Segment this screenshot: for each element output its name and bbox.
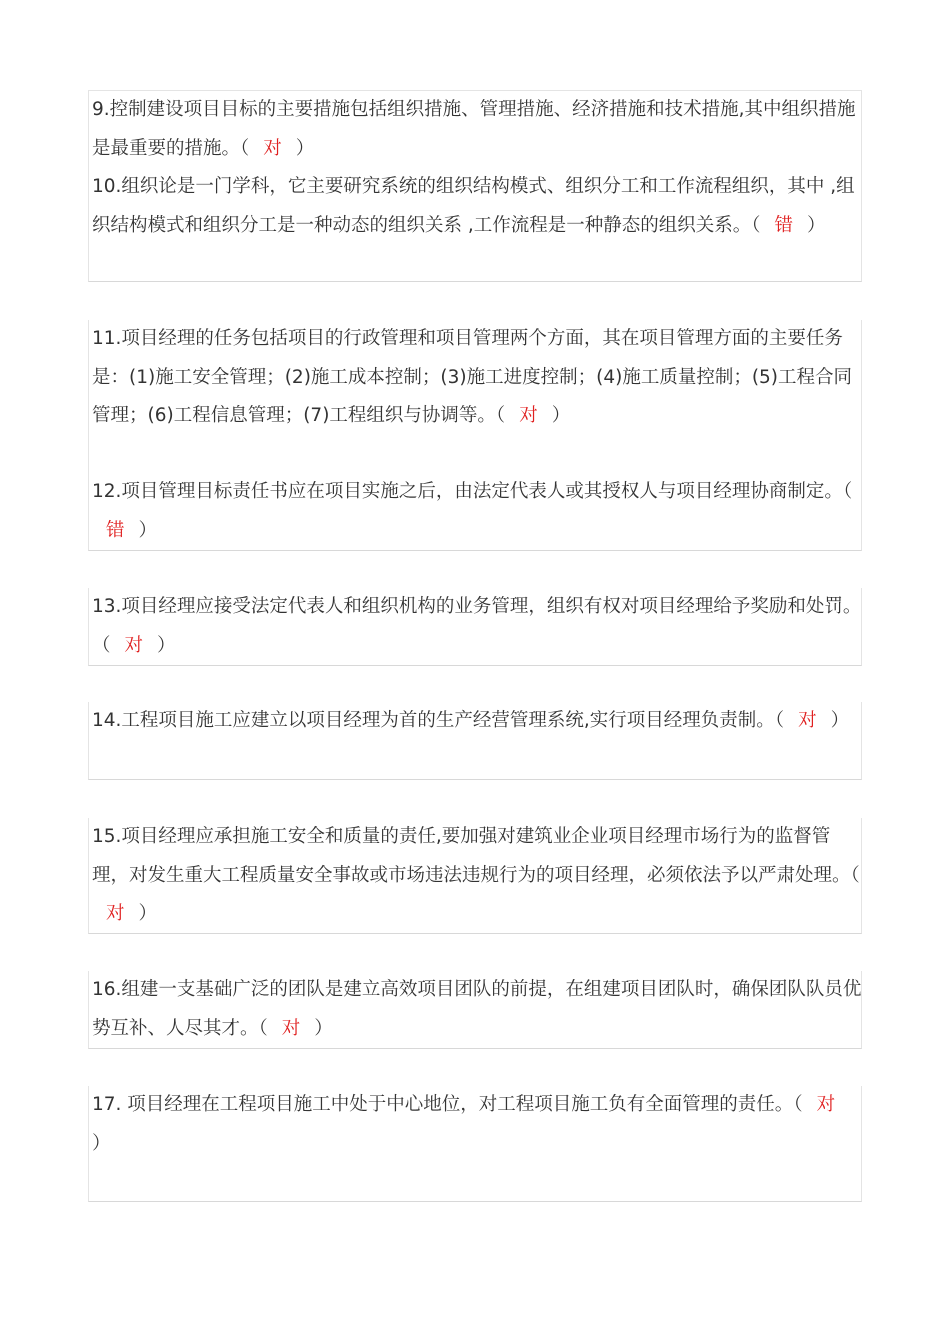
question-text: 14.工程项目施工应建立以项目经理为首的生产经营管理系统,实行项目经理负责制。 (92, 710, 775, 731)
paren-close: ） (157, 634, 176, 656)
answer-mark: 对 (798, 710, 817, 731)
answer-mark: 对 (124, 634, 144, 656)
paren-close: ） (314, 1017, 333, 1039)
answer-mark: 对 (106, 903, 125, 924)
question-text: 13.项目经理应接受法定代表人和组织机构的业务管理，组织有权对项目经理给予奖励和处罚。 (92, 596, 862, 617)
paren-close: ） (295, 137, 315, 159)
question-box-13 (88, 588, 862, 666)
paren-open: （ (774, 710, 785, 731)
paren-open: （ (850, 864, 860, 886)
question-box-17 (88, 1086, 862, 1202)
paren-open: （ (240, 137, 250, 159)
paren-open: （ (92, 634, 111, 656)
question-text: 10.组织论是一门学科，它主要研究系统的组织结构模式、组织分工和工作流程组织，其中 ,组织结构模式和组织分工是一种动态的组织关系 ,工作流程是一种静态的组织关系。 (92, 176, 855, 236)
paren-close: ） (138, 903, 158, 924)
question-box-9-10 (88, 90, 862, 282)
question-14 (92, 702, 862, 741)
question-text: 16.组建一支基础广泛的团队是建立高效项目团队的前提，在组建项目团队时，确保团队队员优势互补、人尽其才。 (92, 979, 862, 1039)
paren-close: ） (551, 405, 571, 426)
question-10 (92, 168, 862, 245)
question-12 (92, 473, 862, 550)
paren-close: ） (807, 214, 826, 236)
question-9 (92, 91, 862, 168)
question-box-14 (88, 702, 862, 780)
paren-open: （ (842, 481, 853, 502)
paren-close: ） (830, 710, 850, 731)
question-11 (92, 320, 862, 436)
question-text: 17. 项目经理在工程项目施工中处于中心地位，对工程项目施工负有全面管理的责任。 (92, 1094, 794, 1115)
question-text: 9.控制建设项目目标的主要措施包括组织措施、管理措施、经济措施和技术措施,其中组织措施是最重要的措施。 (92, 99, 856, 159)
question-box-15 (88, 818, 862, 934)
paren-open: （ (751, 214, 761, 236)
paren-close: ） (138, 519, 158, 541)
answer-mark: 对 (519, 405, 538, 426)
answer-mark: 错 (106, 519, 125, 541)
answer-mark: 对 (281, 1017, 301, 1039)
question-17 (92, 1086, 862, 1163)
question-text: 11.项目经理的任务包括项目的行政管理和项目管理两个方面，其在项目管理方面的主要任务是：(1)施工安全管理；(2)施工成本控制；(3)施工进度控制；(4)施工质量控制；(5)工程合同管理；(6)工程信息管理；(7)工程组织与协调等。 (92, 328, 853, 426)
question-15 (92, 818, 862, 934)
answer-mark: 对 (816, 1094, 836, 1115)
question-box-11-12 (88, 320, 862, 551)
paren-close: ） (92, 1132, 111, 1154)
paren-open: （ (258, 1017, 268, 1039)
answer-mark: 对 (263, 137, 282, 159)
answer-mark: 错 (774, 214, 794, 236)
question-13 (92, 588, 862, 665)
paren-open: （ (495, 405, 506, 426)
question-text: 15.项目经理应承担施工安全和质量的责任,要加强对建筑业企业项目经理市场行为的监督管理，对发生重大工程质量安全事故或市场违法违规行为的项目经理，必须依法予以严肃处理。 (92, 826, 851, 886)
question-box-16 (88, 971, 862, 1049)
question-16 (92, 971, 862, 1048)
question-text: 12.项目管理目标责任书应在项目实施之后，由法定代表人或其授权人与项目经理协商制定。 (92, 481, 843, 502)
paren-open: （ (793, 1094, 803, 1115)
